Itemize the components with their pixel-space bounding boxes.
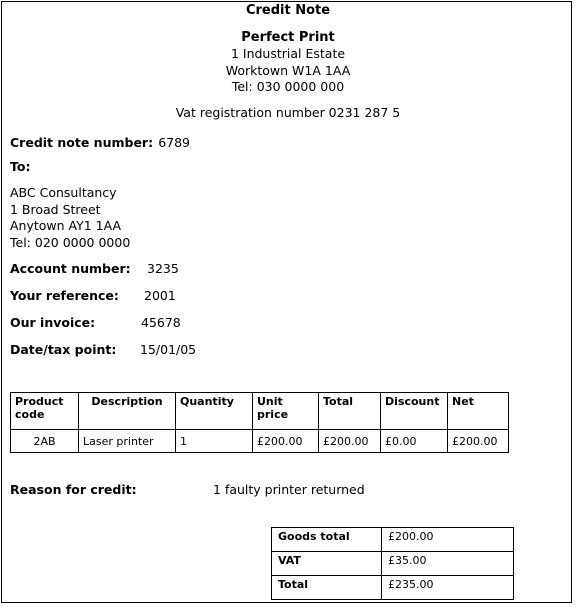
items-header-row (11, 393, 509, 430)
col-net: Net (448, 393, 509, 430)
cell-net: £200.00 (448, 430, 509, 453)
reason-label: Reason for credit: (10, 482, 137, 497)
table-row (11, 430, 509, 453)
company-address-line-2: Worktown W1A 1AA (225, 63, 351, 78)
items-table (10, 392, 509, 453)
goods-total-label: Goods total (272, 528, 382, 552)
cell-product-code: 2AB (11, 430, 79, 453)
cell-total: £200.00 (319, 430, 381, 453)
goods-total-value: £200.00 (382, 528, 514, 552)
date-tax-point-label: Date/tax point: (10, 342, 117, 357)
vat-registration: Vat registration number 0231 287 5 (175, 105, 401, 120)
col-product-code: Product code (11, 393, 79, 430)
grand-total-value: £235.00 (382, 576, 514, 600)
recipient-line: Tel: 020 0000 0000 (10, 234, 131, 250)
col-unit-price: Unit price (253, 393, 319, 430)
vat-label: VAT (272, 552, 382, 576)
company-tel: Tel: 030 0000 000 (231, 79, 345, 94)
cell-unit-price: £200.00 (253, 430, 319, 453)
document-title: Credit Note (245, 3, 331, 18)
recipient-line: Anytown AY1 1AA (10, 218, 122, 233)
col-quantity: Quantity (176, 393, 253, 430)
cell-description: Laser printer (79, 430, 176, 453)
credit-note-number (10, 132, 190, 151)
col-description: Description (79, 393, 176, 430)
your-reference-value: 2001 (144, 288, 176, 303)
cell-quantity: 1 (176, 430, 253, 453)
date-tax-point-value: 15/01/05 (140, 342, 197, 357)
recipient-address (10, 185, 130, 251)
recipient-line: ABC Consultancy (10, 185, 117, 200)
vat-value: £35.00 (382, 552, 514, 576)
to-label: To: (10, 159, 31, 174)
credit-note-value: 6789 (158, 135, 190, 150)
company-name: Perfect Print (241, 30, 335, 45)
col-total: Total (319, 393, 381, 430)
cell-discount: £0.00 (381, 430, 448, 453)
col-discount: Discount (381, 393, 448, 430)
table-row (272, 528, 514, 552)
reason-value: 1 faulty printer returned (213, 482, 365, 497)
our-invoice-value: 45678 (141, 315, 181, 330)
table-row (272, 576, 514, 600)
account-number-value: 3235 (147, 261, 179, 276)
recipient-line: 1 Broad Street (10, 201, 101, 217)
company-address-line-1: 1 Industrial Estate (230, 46, 346, 61)
table-row (272, 552, 514, 576)
our-invoice-label: Our invoice: (10, 315, 96, 330)
account-number-label: Account number: (10, 261, 131, 276)
credit-note-label: Credit note number: (10, 135, 154, 150)
totals-table (271, 527, 514, 600)
your-reference-label: Your reference: (10, 288, 119, 303)
grand-total-label: Total (272, 576, 382, 600)
